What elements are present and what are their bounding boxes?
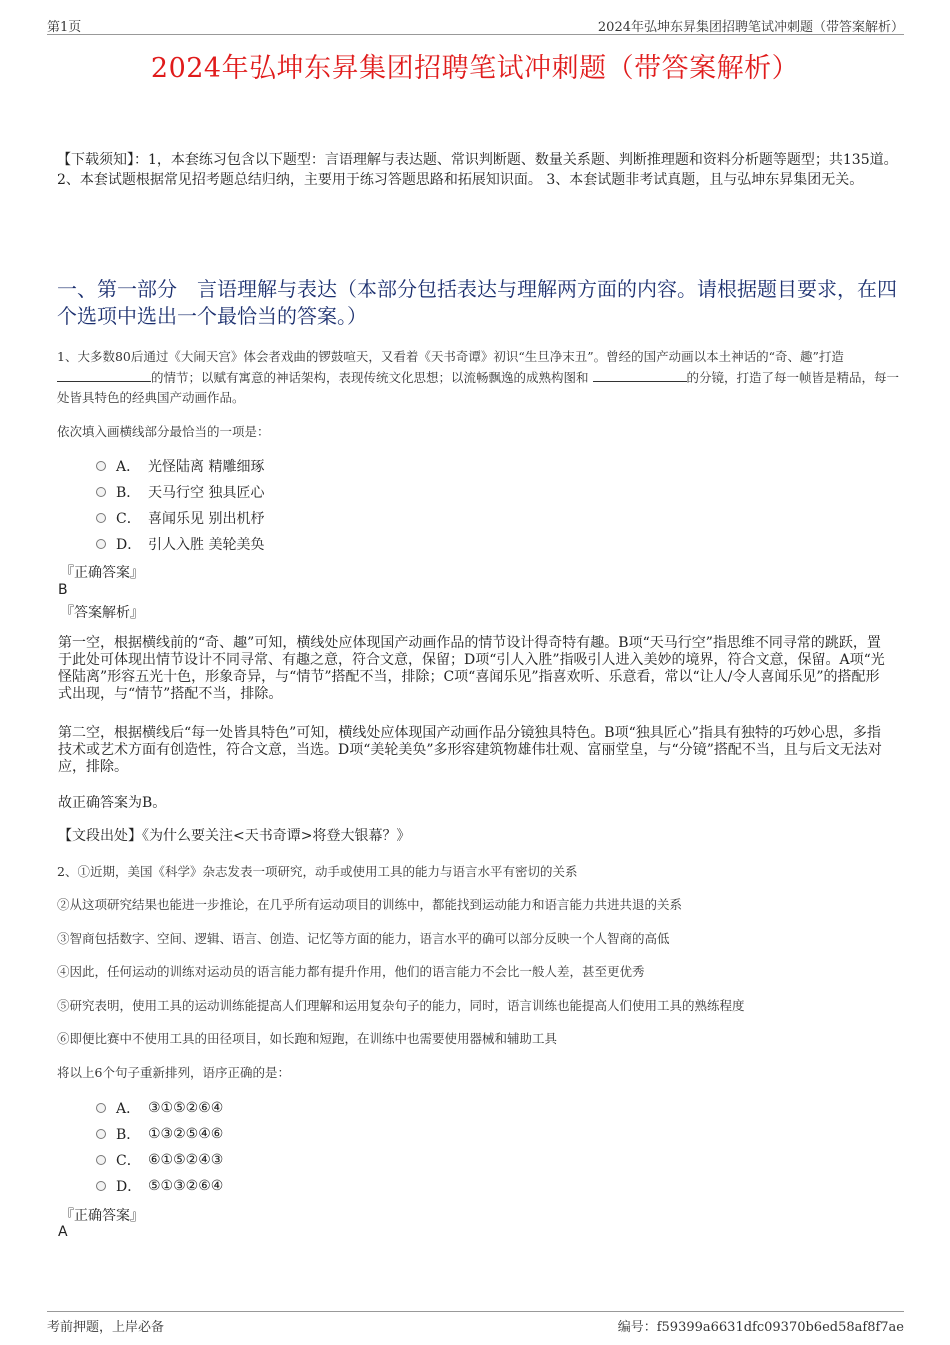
question-2-sentence-6: ⑥即便比赛中不使用工具的田径项目，如长跑和短跑，在训练中也需要使用器械和辅助工具 [57,1031,558,1046]
section-heading: 一、第一部分 言语理解与表达（本部分包括表达与理解两方面的内容。请根据题目要求，在四个选项中选出一个最恰当的答案。） [57,277,897,328]
question-2-options [96,1095,223,1199]
question-2-sentence-4: ④因此，任何运动的训练对运动员的语言能力都有提升作用，他们的语言能力不会比一般人差，甚至更优秀 [57,964,645,979]
page-header [47,14,904,35]
blank-2 [593,367,687,382]
question-2-prompt: 将以上6个句子重新排列，语序正确的是： [57,1065,290,1080]
option-d[interactable]: D． ⑤①③②⑥④ [96,1173,223,1199]
page-footer [47,1311,904,1334]
option-a[interactable]: A． ③①⑤②⑥④ [96,1095,223,1121]
page-title: 2024年弘坤东昇集团招聘笔试冲刺题（带答案解析） [150,53,800,84]
blank-1 [57,367,151,382]
question-1-stem [57,347,899,408]
question-2-sentence-5: ⑤研究表明，使用工具的运动训练能提高人们理解和运用复杂句子的能力，同时，语言训练也能提高人们使用工具的熟练程度 [57,998,745,1013]
header-doc-title: 2024年弘坤东昇集团招聘笔试冲刺题（带答案解析） [597,20,904,35]
footer-code: 编号：f59399a6631dfc09370b6ed58af8f7ae [617,1320,904,1335]
option-c[interactable]: C． 喜闻乐见 别出机杼 [96,505,264,531]
q1-stem-part3: 的分镜，打造了每一帧皆是精品，每一处皆具特色的经典国产动画作品。 [57,370,900,405]
analysis-label: 『答案解析』 [60,605,144,621]
radio-icon[interactable] [96,487,106,497]
question-2-sentence-2: ②从这项研究结果也能进一步推论，在几乎所有运动项目的训练中，都能找到运动能力和语言能力共进共退的关系 [57,897,683,912]
correct-answer: B [58,582,68,598]
correct-answer: A [58,1224,68,1240]
option-b[interactable]: B． 天马行空 独具匠心 [96,479,264,505]
question-2-sentence-1: 2、①近期，美国《科学》杂志发表一项研究，动手或使用工具的能力与语言水平有密切的关系 [57,864,578,879]
radio-icon[interactable] [96,1155,106,1165]
radio-icon[interactable] [96,539,106,549]
answer-label: 『正确答案』 [60,1208,144,1224]
q1-stem-part1: 1、大多数80后通过《大闹天宫》体会者戏曲的锣鼓喧天，又看着《天书奇谭》初识“生旦净末丑”。曾经的国产动画以本土神话的“奇、趣”打造 [57,349,844,364]
answer-label: 『正确答案』 [60,565,144,581]
analysis-paragraph-2: 第二空，根据横线后“每一处皆具特色”可知，横线处应体现国产动画作品分镜独具特色。B项“独具匠心”指具有独特的巧妙心思，多指技术或艺术方面有创造性，符合文意，当选。D项“美轮美奂”多形容建筑物雄伟壮观、富丽堂皇，与“分镜”搭配不当，且与后文无法对应，排除。 [58,725,882,775]
download-notice: 【下载须知】：1，本套练习包含以下题型：言语理解与表达题、常识判断题、数量关系题、判断推理题和资料分析题等题型；共135道。 2、本套试题根据常见招考题总结归纳，主要用于练习答题思路和拓展知识面。 3、本套试题非考试真题，且与弘坤东昇集团无关。 [57,152,898,188]
passage-source: 【文段出处】《为什么要关注<天书奇谭>将登大银幕？》 [58,828,411,844]
analysis-conclusion: 故正确答案为B。 [58,795,167,811]
option-b[interactable]: B． ①③②⑤④⑥ [96,1121,223,1147]
footer-slogan: 考前押题，上岸必备 [47,1320,165,1335]
page-number: 第1页 [47,20,82,35]
analysis-paragraph-1: 第一空，根据横线前的“奇、趣”可知，横线处应体现国产动画作品的情节设计得奇特有趣。B项“天马行空”指思维不同寻常的跳跃，置于此处可体现出情节设计不同寻常、有趣之意，符合文意，保留；D项“引人入胜”指吸引人进入美妙的境界，符合文意，保留。A项“光怪陆离”形容五光十色，形象奇异，与“情节”搭配不当，排除；C项“喜闻乐见”指喜欢听、乐意看，常以“让人/令人喜闻乐见”的搭配形式出现，与“情节”搭配不当，排除。 [58,635,885,702]
radio-icon[interactable] [96,461,106,471]
q1-stem-part2: 的情节；以赋有寓意的神话架构，表现传统文化思想；以流畅飘逸的成熟构图和 [151,370,589,385]
radio-icon[interactable] [96,1181,106,1191]
radio-icon[interactable] [96,1103,106,1113]
option-d[interactable]: D． 引人入胜 美轮美奂 [96,531,264,557]
option-c[interactable]: C． ⑥①⑤②④③ [96,1147,223,1173]
question-2-sentence-3: ③智商包括数字、空间、逻辑、语言、创造、记忆等方面的能力，语言水平的确可以部分反映一个人智商的高低 [57,931,670,946]
option-a[interactable]: A． 光怪陆离 精雕细琢 [96,453,264,479]
question-1-options [96,453,264,557]
question-1-prompt: 依次填入画横线部分最恰当的一项是： [57,424,270,439]
radio-icon[interactable] [96,513,106,523]
radio-icon[interactable] [96,1129,106,1139]
